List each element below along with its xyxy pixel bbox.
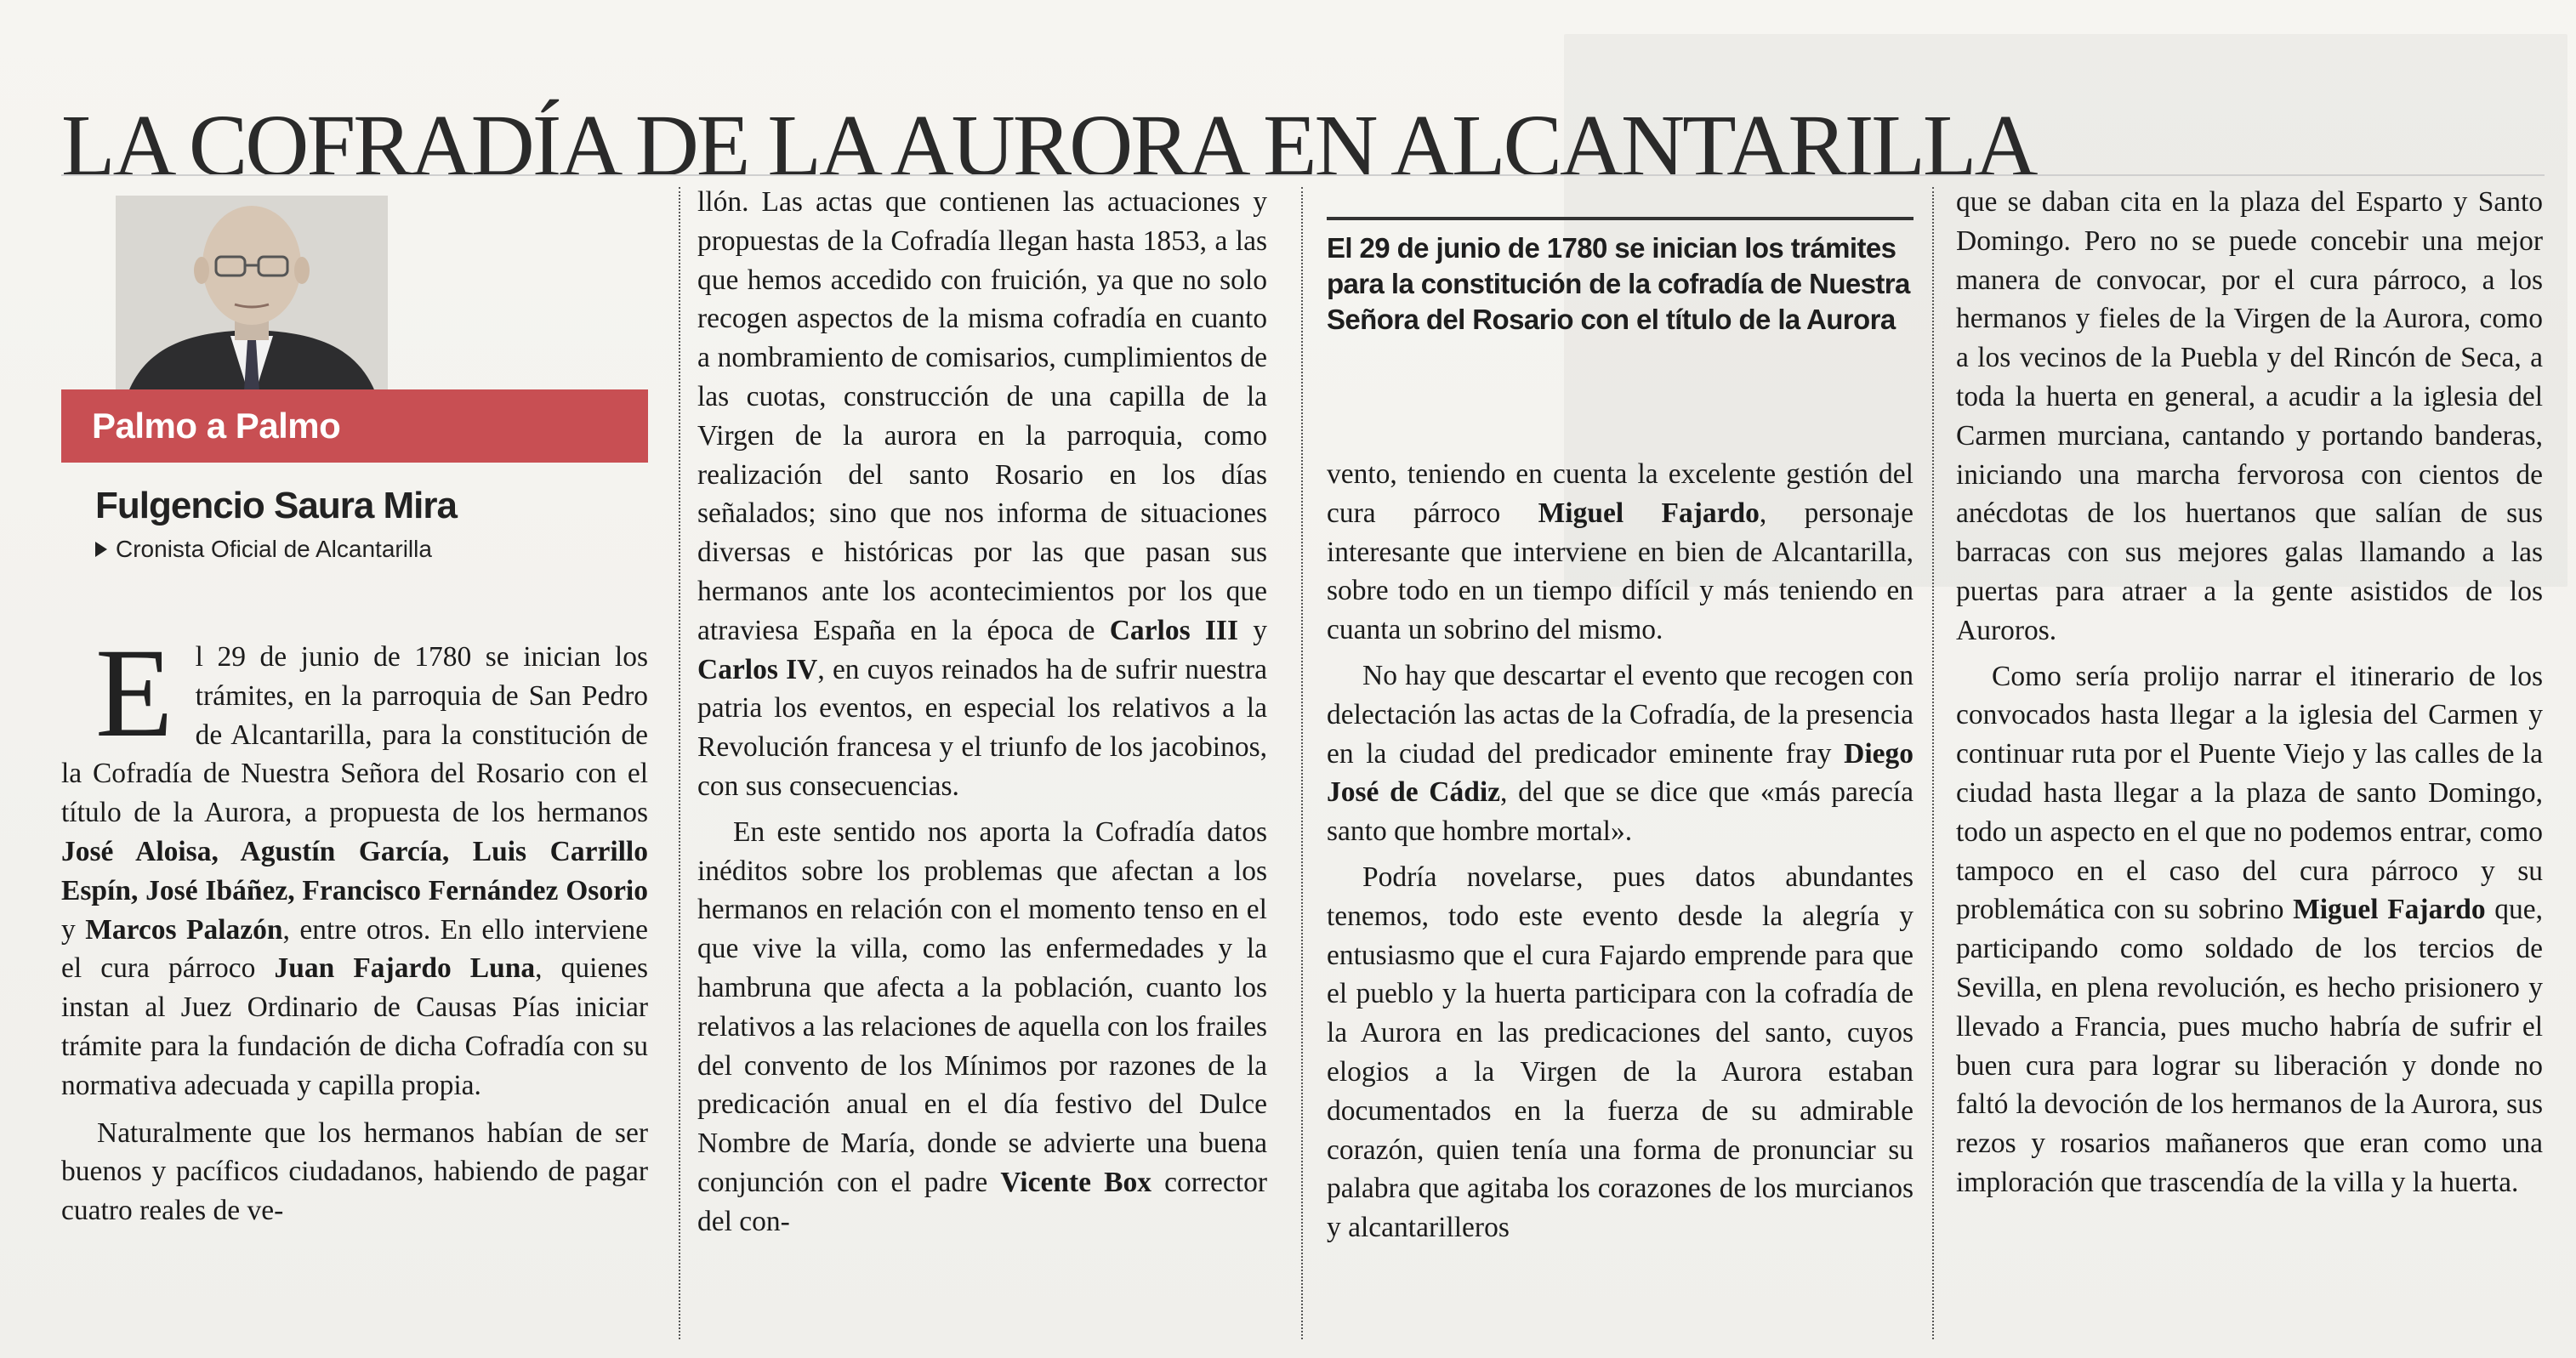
column-divider <box>679 187 680 1339</box>
section-tag-label: Palmo a Palmo <box>92 406 341 446</box>
paragraph <box>697 183 1267 806</box>
article-headline: LA COFRADÍA DE LA AURORA EN ALCANTARILLA <box>61 96 2036 195</box>
text-run: , entre otros. En ello interviene el cura párroco <box>61 913 649 985</box>
text-run: y <box>1238 614 1267 646</box>
paragraph <box>1327 656 1914 851</box>
author-portrait <box>116 196 388 404</box>
author-role <box>95 536 432 563</box>
text-run: , en cuyos reinados ha de sufrir nuestra patria los eventos, en especial los relativos a la Revolución francesa y el triunfo de los jacobinos, con sus consecuencias. <box>697 653 1267 802</box>
triangle-right-icon <box>95 542 107 557</box>
bold-name: Miguel Fajardo <box>2293 894 2486 926</box>
text-run: que, participando como soldado de los tercios de Sevilla, en plena revolución, es hecho prisionero y llevado a Francia, pues mucho habría de sufrir el buen cura para lograr su liberación y donde no faltó la devoción de los hermanos de la Aurora, sus rezos y rosarios mañaneros que eran como una imploración que trascendía de la villa y la huerta. <box>1956 894 2543 1198</box>
drop-cap: E <box>95 622 173 764</box>
column-divider <box>1301 187 1303 1339</box>
column-4-body <box>1956 183 2543 1202</box>
headline-rule <box>61 174 2545 176</box>
text-run: llón. Las actas que contienen las actuaciones y propuestas de la Cofradía llegan hasta 1853, a las que hemos accedido con fruición, ya que no solo recogen aspectos de la misma cofradía en cuanto a nombramiento de comisarios, cumplimientos de las cuotas, construcción de una capilla de la Virgen de la aurora en la parroquia, como realización del santo Rosario en los días señalados; sino que nos informa de situaciones diversas e históricas por las que pasan sus hermanos ante los acontecimientos por los que atraviesa España en la época de <box>697 186 1267 646</box>
author-portrait-icon <box>116 196 388 404</box>
paragraph: Naturalmente que los hermanos habían de ser buenos y pacíficos ciudadanos, habiendo de pagar cuatro reales de ve- <box>61 1117 648 1227</box>
column-4 <box>1956 183 2543 1344</box>
bold-names: José Aloisa, Agustín García, Luis Carrillo Espín, José Ibáñez, Francisco Fernández Osorio <box>61 835 648 906</box>
column-divider <box>1932 187 1934 1339</box>
paragraph: Podría novelarse, pues datos abundantes tenemos, todo este evento desde la alegría y entusiasmo que el cura Fajardo emprende para que el pueblo y la huerta participara con la cofradía de la Aurora en las predicaciones del santo, cuyos elogios a la Virgen de la Aurora estaban documentados en la fuerza de su admirable corazón, quien tenía una forma de pronunciar su palabra que agitaba los corazones de los murcianos y alcantarilleros <box>1327 861 1914 1244</box>
bold-name: Juan Fajardo Luna <box>274 952 536 985</box>
bold-name: Miguel Fajardo <box>1538 497 1760 529</box>
paragraph <box>61 622 649 1105</box>
text-run: No hay que descartar el evento que recogen con delectación las actas de la Cofradía, de la presencia en la ciudad del predicador eminente fray <box>1327 659 1914 770</box>
column-3-body <box>1327 455 1914 1247</box>
bold-name: Vicente Box <box>1000 1166 1152 1198</box>
text-run: , del que se dice que «más parecía santo que hombre mortal». <box>1327 776 1914 848</box>
bold-name: Carlos IV <box>697 653 818 685</box>
text-run: vento, teniendo en cuenta la excelente gestión del cura párroco <box>1327 458 1914 529</box>
section-tag <box>61 389 648 463</box>
paragraph <box>1956 657 2543 1202</box>
column-2-body <box>697 183 1267 1242</box>
column-1 <box>61 187 648 1344</box>
author-role-label: Cronista Oficial de Alcantarilla <box>116 536 432 562</box>
column-3 <box>1327 183 1914 1344</box>
text-run: y <box>61 913 86 946</box>
bold-name: Diego José de Cádiz <box>1327 737 1914 809</box>
bold-name: Marcos Palazón <box>85 913 283 946</box>
paragraph <box>1327 455 1914 650</box>
paragraph <box>697 813 1267 1242</box>
pull-quote: El 29 de junio de 1780 se inician los trámites para la constitución de la cofradía de Nuestra Señora del Rosario con el título de la Aurora <box>1327 217 1914 338</box>
text-run: , personaje interesante que interviene en bien de Alcantarilla, sobre todo en un tiempo difícil y más teniendo en cuanta un sobrino del mismo. <box>1327 497 1914 646</box>
paragraph: que se daban cita en la plaza del Esparto y Santo Domingo. Pero no se puede concebir una mejor manera de convocar, por el cura párroco, a los hermanos y fieles de la Virgen de la Aurora, como a los vecinos de la Puebla y del Rincón de Seca, a toda la huerta en general, a acudir a la iglesia del Carmen murciana, cantando y portando banderas, iniciando una marcha fervorosa con cientos de anécdotas de los huertanos que salían de sus barracas con sus mejores galas llamando a las puertas para atraer a la gente asistidos de los Auroros. <box>1956 186 2543 646</box>
text-run: l 29 de junio de 1780 se inician los trámites, en la parroquia de San Pedro de Alcantarilla, para la constitución de la Cofradía de Nuestra Señora del Rosario con el título de la Aurora, a propuesta de los hermanos <box>61 641 648 829</box>
text-run: Como sería prolijo narrar el itinerario de los convocados hasta llegar a la iglesia del Carmen y continuar ruta por el Puente Viejo y las calles de la ciudad hasta llegar a la plaza de santo Domingo, todo un aspecto en el que no podemos entrar, como tampoco en el caso del cura párroco y su problemática con su sobrino <box>1956 660 2543 926</box>
text-run: corrector del con- <box>697 1166 1268 1237</box>
text-run: En este sentido nos aporta la Cofradía datos inéditos sobre los problemas que afectan a los hermanos en relación con el momento tenso en el que vive la villa, como las enfermedades y la hambruna que afecta a la población, cuanto los relativos a las relaciones de aquella con los frailes del convento de los Mínimos por razones de la predicación anual en el día festivo del Dulce Nombre de María, donde se advierte una buena conjunción con el padre <box>697 815 1267 1198</box>
author-name: Fulgencio Saura Mira <box>95 485 457 526</box>
column-2 <box>697 183 1267 1344</box>
text-run: , quienes instan al Juez Ordinario de Causas Pías iniciar trámite para la fundación de dicha Cofradía con su normativa adecuada y capilla propia. <box>61 952 648 1101</box>
bold-name: Carlos III <box>1109 614 1238 646</box>
column-1-body <box>61 622 649 1230</box>
